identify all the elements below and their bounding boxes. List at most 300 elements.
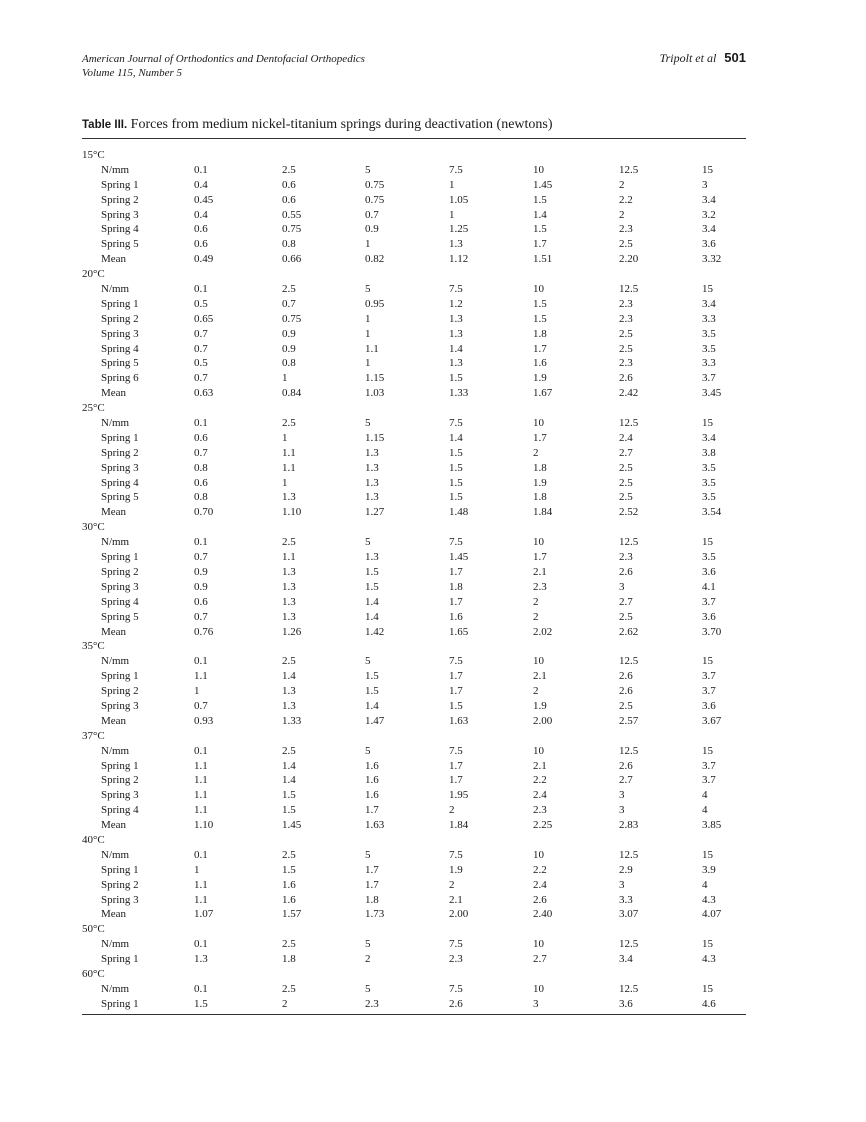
table-cell: 1.7: [533, 431, 547, 444]
table-row: [82, 490, 746, 505]
table-cell: 2.6: [619, 670, 633, 683]
table-cell: 2: [533, 446, 539, 459]
table-cell: 1.3: [449, 312, 463, 325]
row-label: Spring 1: [101, 997, 139, 1010]
table-cell: 1.1: [282, 446, 296, 459]
table-cell: 2.20: [619, 253, 639, 266]
table-cell: 3.5: [702, 461, 716, 474]
table-row: [82, 535, 746, 550]
table-cell: 2: [619, 178, 625, 191]
table-cell: 1.84: [449, 819, 469, 832]
table-cell: 1.3: [365, 446, 379, 459]
table-row: [82, 371, 746, 386]
table-cell: 1.8: [365, 893, 379, 906]
table-row: [82, 252, 746, 267]
table-cell: 1.45: [282, 819, 302, 832]
row-label: Spring 6: [101, 372, 139, 385]
table-cell: 2.3: [619, 223, 633, 236]
table-cell: 2.1: [449, 893, 463, 906]
table-cell: 1.5: [533, 223, 547, 236]
table-cell: 1.1: [194, 759, 208, 772]
table-cell: 10: [533, 417, 544, 430]
table-row: [82, 178, 746, 193]
table-cell: 3.32: [702, 253, 722, 266]
table-cell: 0.4: [194, 178, 208, 191]
table-cell: 0.93: [194, 714, 214, 727]
table-cell: 2.5: [282, 417, 296, 430]
table-cell: 10: [533, 536, 544, 549]
table-row: [82, 208, 746, 223]
table-cell: 7.5: [449, 655, 463, 668]
table-cell: 15: [702, 982, 713, 995]
table-cell: 1.7: [533, 238, 547, 251]
table-cell: 2.7: [619, 446, 633, 459]
table-cell: 3.4: [702, 431, 716, 444]
table-cell: 1.4: [282, 759, 296, 772]
table-cell: 15: [702, 848, 713, 861]
table-cell: 1.9: [533, 372, 547, 385]
table-cell: 5: [365, 163, 371, 176]
table-cell: 0.1: [194, 417, 208, 430]
table-cell: 2.5: [619, 327, 633, 340]
table-cell: 0.63: [194, 387, 214, 400]
table-cell: 1.3: [449, 357, 463, 370]
table-cell: 10: [533, 655, 544, 668]
table-cell: 5: [365, 536, 371, 549]
table-cell: 1.95: [449, 789, 469, 802]
row-label: N/mm: [101, 655, 130, 668]
table-cell: 1.47: [365, 714, 385, 727]
table-cell: 2.4: [619, 431, 633, 444]
temperature-heading: 30°C: [82, 521, 105, 534]
table-row: [82, 684, 746, 699]
row-label: N/mm: [101, 163, 130, 176]
table-cell: 1.6: [533, 357, 547, 370]
table-cell: 10: [533, 848, 544, 861]
row-label: Mean: [101, 819, 127, 832]
table-cell: 0.7: [194, 699, 208, 712]
table-cell: 1.1: [282, 461, 296, 474]
table-cell: 2.5: [619, 610, 633, 623]
table-row: [82, 163, 746, 178]
table-cell: 1.7: [365, 878, 379, 891]
table-cell: 3: [619, 878, 625, 891]
table-row: [82, 714, 746, 729]
table-cell: 7.5: [449, 982, 463, 995]
table-row: [82, 595, 746, 610]
table-cell: 1.67: [533, 387, 553, 400]
table-cell: 3.7: [702, 372, 716, 385]
table-cell: 2.2: [619, 193, 633, 206]
table-cell: 0.66: [282, 253, 302, 266]
table-cell: 0.76: [194, 625, 214, 638]
table-cell: 0.75: [282, 223, 302, 236]
table-row: [82, 759, 746, 774]
table-cell: 2.5: [619, 491, 633, 504]
table-cell: 1.5: [449, 476, 463, 489]
table-cell: 1.33: [282, 714, 302, 727]
table-cell: 1.63: [365, 819, 385, 832]
table-cell: 1.1: [194, 893, 208, 906]
table-cell: 1.5: [194, 997, 208, 1010]
table-cell: 4.3: [702, 953, 716, 966]
table-cell: 2.6: [533, 893, 547, 906]
table-cell: 0.84: [282, 387, 302, 400]
table-cell: 2.5: [282, 163, 296, 176]
row-label: N/mm: [101, 744, 130, 757]
table-label: Table III.: [82, 119, 128, 131]
temperature-heading: 35°C: [82, 640, 105, 653]
row-label: Spring 1: [101, 953, 139, 966]
table-cell: 12.5: [619, 283, 639, 296]
table-cell: 1.3: [365, 461, 379, 474]
table-cell: 2.4: [533, 789, 547, 802]
table-cell: 10: [533, 982, 544, 995]
table-cell: 1.8: [282, 953, 296, 966]
table-cell: 12.5: [619, 938, 639, 951]
table-cell: 1.1: [194, 789, 208, 802]
table-cell: 4: [702, 804, 708, 817]
table-row: [82, 803, 746, 818]
table-cell: 2.5: [282, 982, 296, 995]
row-label: N/mm: [101, 536, 130, 549]
table-cell: 2.02: [533, 625, 553, 638]
table-row: [82, 997, 746, 1012]
temperature-heading: 60°C: [82, 967, 105, 980]
table-cell: 1: [194, 685, 200, 698]
table-cell: 2: [365, 953, 371, 966]
row-label: N/mm: [101, 982, 130, 995]
table-cell: 1.15: [365, 431, 385, 444]
table-cell: 3.07: [619, 908, 639, 921]
table-cell: 3.45: [702, 387, 722, 400]
table-cell: 1.9: [533, 476, 547, 489]
table-cell: 3.5: [702, 491, 716, 504]
table-cell: 1: [449, 208, 455, 221]
table-cell: 0.6: [282, 178, 296, 191]
table-cell: 10: [533, 163, 544, 176]
table-cell: 0.75: [365, 178, 385, 191]
table-cell: 1.6: [365, 774, 379, 787]
table-cell: 3.70: [702, 625, 722, 638]
table-cell: 3.67: [702, 714, 722, 727]
table-cell: 15: [702, 655, 713, 668]
table-cell: 1.15: [365, 372, 385, 385]
table-row: [82, 654, 746, 669]
row-label: Spring 5: [101, 357, 139, 370]
table-cell: 3.5: [702, 551, 716, 564]
table-title: Forces from medium nickel-titanium springs during deactivation (newtons): [130, 117, 553, 132]
table-cell: 0.6: [194, 238, 208, 251]
table-cell: 2: [449, 804, 455, 817]
table-cell: 2.3: [619, 297, 633, 310]
table-cell: 1.45: [533, 178, 553, 191]
table-row: [82, 193, 746, 208]
table-cell: 2.2: [533, 774, 547, 787]
table-cell: 1.5: [365, 580, 379, 593]
table-row: [82, 625, 746, 640]
table-cell: 0.1: [194, 744, 208, 757]
table-cell: 1.7: [449, 685, 463, 698]
table-row: [82, 699, 746, 714]
table-cell: 3: [533, 997, 539, 1010]
table-cell: 0.1: [194, 938, 208, 951]
journal-volume: Volume 115, Number 5: [82, 67, 183, 79]
table-cell: 1.5: [365, 670, 379, 683]
table-cell: 2.5: [619, 699, 633, 712]
table-cell: 1.5: [365, 685, 379, 698]
row-label: Spring 1: [101, 178, 139, 191]
authors: Tripolt et al: [659, 51, 717, 65]
table-cell: 1.33: [449, 387, 469, 400]
row-label: Spring 3: [101, 893, 139, 906]
table-cell: 4: [702, 789, 708, 802]
table-cell: 2: [282, 997, 288, 1010]
table-cell: 2.6: [449, 997, 463, 1010]
table-cell: 2.25: [533, 819, 553, 832]
table-cell: 1: [282, 372, 288, 385]
journal-name: American Journal of Orthodontics and Dentofacial Orthopedics: [82, 53, 365, 65]
table-cell: 2: [619, 208, 625, 221]
row-label: Spring 5: [101, 491, 139, 504]
table-cell: 4.6: [702, 997, 716, 1010]
table-cell: 5: [365, 417, 371, 430]
table-cell: 3: [619, 804, 625, 817]
table-cell: 1.4: [282, 774, 296, 787]
table-row: [82, 431, 746, 446]
table-cell: 3.6: [702, 565, 716, 578]
table-row: [82, 416, 746, 431]
table-cell: 1.7: [365, 863, 379, 876]
table-cell: 1.1: [194, 670, 208, 683]
table-row: [82, 342, 746, 357]
table-cell: 0.9: [194, 565, 208, 578]
table-cell: 0.6: [282, 193, 296, 206]
table-cell: 0.70: [194, 506, 214, 519]
table-cell: 15: [702, 163, 713, 176]
table-cell: 1.8: [533, 491, 547, 504]
table-cell: 1.3: [365, 551, 379, 564]
table-cell: 1.3: [282, 565, 296, 578]
row-label: Spring 1: [101, 431, 139, 444]
table-cell: 3.6: [702, 699, 716, 712]
table-cell: 4.1: [702, 580, 716, 593]
table-cell: 1.6: [365, 789, 379, 802]
table-row: [82, 744, 746, 759]
table-cell: 7.5: [449, 848, 463, 861]
row-label: Spring 3: [101, 699, 139, 712]
table-cell: 2.57: [619, 714, 639, 727]
table-cell: 1.7: [533, 342, 547, 355]
table-cell: 1.4: [365, 699, 379, 712]
table-cell: 2.5: [282, 744, 296, 757]
table-cell: 1.4: [365, 595, 379, 608]
table-cell: 1.4: [282, 670, 296, 683]
table-cell: 3.5: [702, 342, 716, 355]
table-cell: 1.5: [365, 565, 379, 578]
row-label: Spring 3: [101, 580, 139, 593]
table-cell: 5: [365, 655, 371, 668]
table-cell: 1.3: [365, 491, 379, 504]
table-cell: 2.00: [533, 714, 553, 727]
table-cell: 3.4: [619, 953, 633, 966]
table-cell: 0.8: [282, 357, 296, 370]
table-cell: 12.5: [619, 163, 639, 176]
table-cell: 1.7: [449, 595, 463, 608]
table-cell: 12.5: [619, 744, 639, 757]
table-cell: 3: [619, 789, 625, 802]
row-label: Spring 2: [101, 774, 139, 787]
temperature-heading: 25°C: [82, 402, 105, 415]
table-cell: 1.1: [194, 804, 208, 817]
row-label: Spring 3: [101, 327, 139, 340]
table-cell: 12.5: [619, 848, 639, 861]
table-row: [82, 952, 746, 967]
table-cell: 1.5: [449, 446, 463, 459]
table-cell: 0.9: [365, 223, 379, 236]
table-cell: 1.1: [194, 774, 208, 787]
table-cell: 0.1: [194, 982, 208, 995]
table-cell: 0.7: [282, 297, 296, 310]
table-row: [82, 550, 746, 565]
table-cell: 2.40: [533, 908, 553, 921]
table-cell: 5: [365, 938, 371, 951]
table-cell: 7.5: [449, 938, 463, 951]
table-cell: 3.3: [702, 312, 716, 325]
table-cell: 1.5: [449, 461, 463, 474]
table-cell: 1: [365, 357, 371, 370]
table-cell: 3.7: [702, 685, 716, 698]
table-cell: 1.3: [449, 238, 463, 251]
table-cell: 2.62: [619, 625, 639, 638]
table-cell: 0.75: [282, 312, 302, 325]
table-row: [82, 773, 746, 788]
row-label: Spring 1: [101, 297, 139, 310]
table-cell: 0.5: [194, 357, 208, 370]
table-cell: 1.5: [449, 491, 463, 504]
table-cell: 1.5: [449, 699, 463, 712]
table-cell: 1.5: [533, 193, 547, 206]
table-cell: 2.3: [619, 312, 633, 325]
table-cell: 1.1: [194, 878, 208, 891]
row-label: Spring 2: [101, 565, 139, 578]
table-cell: 0.65: [194, 312, 214, 325]
table-cell: 1.4: [449, 342, 463, 355]
table-cell: 1.9: [533, 699, 547, 712]
table-cell: 0.9: [194, 580, 208, 593]
table-cell: 1.7: [533, 551, 547, 564]
table-cell: 2.1: [533, 565, 547, 578]
table-cell: 2.7: [533, 953, 547, 966]
table-cell: 5: [365, 982, 371, 995]
table-cell: 7.5: [449, 417, 463, 430]
table-cell: 1: [282, 431, 288, 444]
table-row: [82, 610, 746, 625]
row-label: Spring 1: [101, 863, 139, 876]
table-cell: 1.42: [365, 625, 385, 638]
data-table: [82, 148, 746, 1012]
table-cell: 1.45: [449, 551, 469, 564]
table-cell: 1.7: [365, 804, 379, 817]
table-cell: 2.3: [449, 953, 463, 966]
row-label: Mean: [101, 506, 127, 519]
table-cell: 3.4: [702, 223, 716, 236]
table-cell: 1.05: [449, 193, 469, 206]
table-row: [82, 476, 746, 491]
table-cell: 1.26: [282, 625, 302, 638]
table-cell: 2.7: [619, 774, 633, 787]
table-cell: 1.7: [449, 774, 463, 787]
table-cell: 1.8: [533, 327, 547, 340]
table-cell: 1: [282, 476, 288, 489]
table-row: [82, 818, 746, 833]
table-bottom-rule: [82, 1014, 746, 1015]
table-cell: 1: [365, 327, 371, 340]
row-label: Spring 3: [101, 789, 139, 802]
table-cell: 0.8: [282, 238, 296, 251]
table-cell: 3.3: [619, 893, 633, 906]
table-cell: 1.3: [282, 595, 296, 608]
row-label: N/mm: [101, 283, 130, 296]
table-cell: 1.51: [533, 253, 553, 266]
table-cell: 0.1: [194, 536, 208, 549]
table-cell: 0.6: [194, 431, 208, 444]
table-cell: 1.10: [282, 506, 302, 519]
page-header-right: [660, 50, 746, 66]
table-cell: 1.25: [449, 223, 469, 236]
table-cell: 1.1: [365, 342, 379, 355]
table-cell: 0.9: [282, 342, 296, 355]
table-row: [82, 446, 746, 461]
table-cell: 2.6: [619, 685, 633, 698]
table-cell: 1.6: [282, 893, 296, 906]
table-cell: 5: [365, 283, 371, 296]
table-cell: 1.07: [194, 908, 214, 921]
table-cell: 0.1: [194, 655, 208, 668]
table-row: [82, 312, 746, 327]
table-cell: 2.9: [619, 863, 633, 876]
table-cell: 2.1: [533, 670, 547, 683]
table-cell: 3.5: [702, 476, 716, 489]
table-cell: 10: [533, 283, 544, 296]
row-label: Spring 4: [101, 223, 139, 236]
row-label: Mean: [101, 625, 127, 638]
table-cell: 4.3: [702, 893, 716, 906]
table-cell: 1.7: [449, 759, 463, 772]
table-cell: 1.8: [449, 580, 463, 593]
table-cell: 2.6: [619, 372, 633, 385]
table-row: [82, 237, 746, 252]
table-row: [82, 878, 746, 893]
table-row: [82, 863, 746, 878]
table-cell: 2.7: [619, 595, 633, 608]
table-cell: 3.7: [702, 670, 716, 683]
table-cell: 1.8: [533, 461, 547, 474]
table-cell: 1.7: [449, 565, 463, 578]
table-cell: 2.3: [533, 580, 547, 593]
table-cell: 12.5: [619, 536, 639, 549]
table-cell: 3.5: [702, 327, 716, 340]
table-cell: 1.3: [282, 610, 296, 623]
table-cell: 10: [533, 744, 544, 757]
table-cell: 5: [365, 848, 371, 861]
table-cell: 0.7: [194, 610, 208, 623]
table-cell: 1: [194, 863, 200, 876]
table-cell: 0.55: [282, 208, 302, 221]
row-label: Mean: [101, 908, 127, 921]
table-cell: 0.82: [365, 253, 385, 266]
table-cell: 12.5: [619, 982, 639, 995]
